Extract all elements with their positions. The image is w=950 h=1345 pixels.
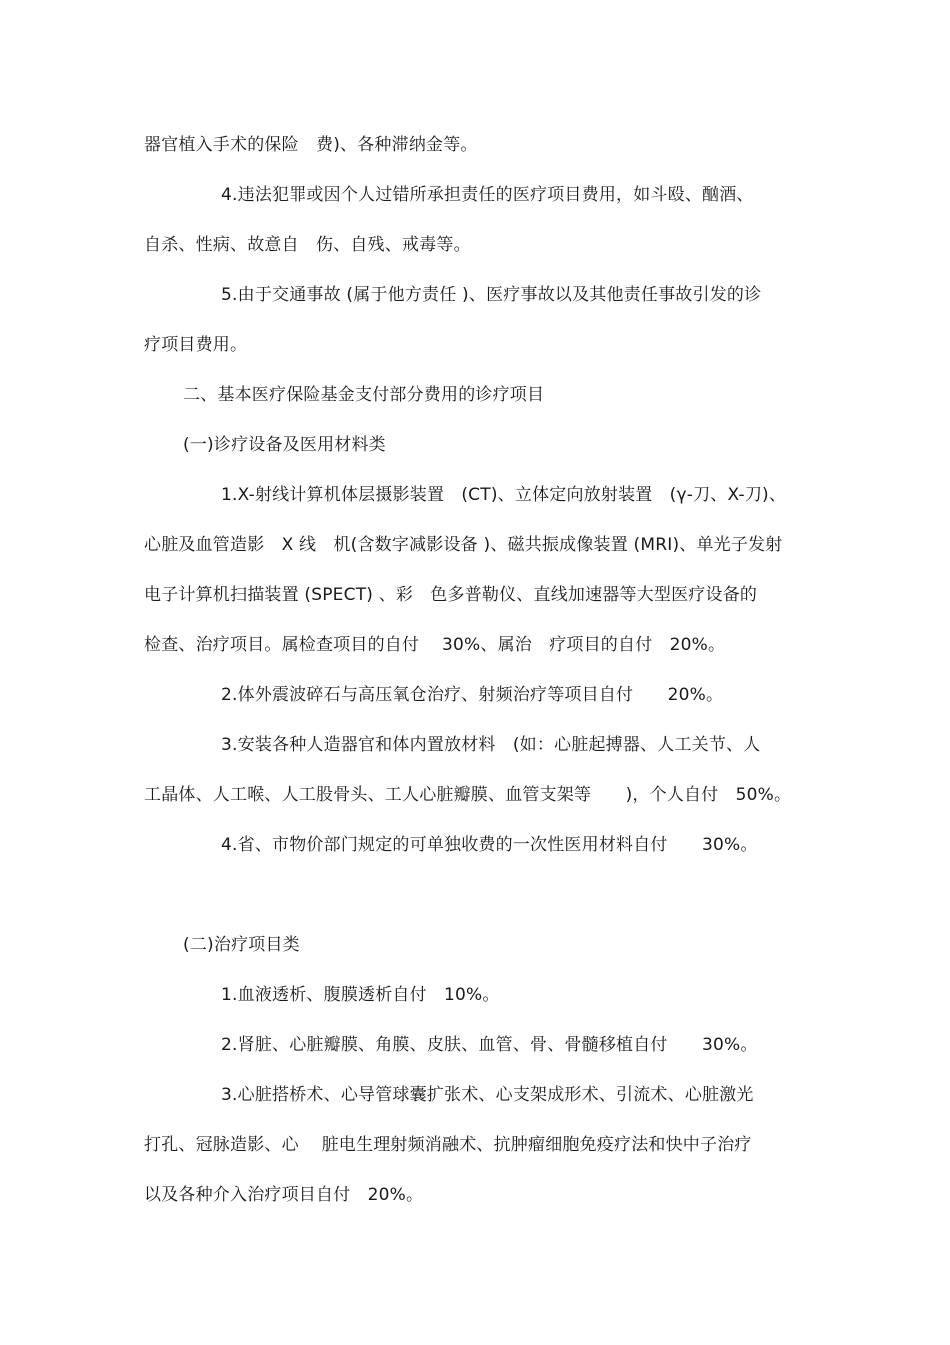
text-line: 器官植入手术的保险 费)、各种滞纳金等。 — [144, 135, 478, 155]
subsection-heading: (一)诊疗设备及医用材料类 — [183, 435, 386, 455]
text-line: 电子计算机扫描装置 (SPECT) 、彩 色多普勒仪、直线加速器等大型医疗设备的 — [144, 585, 758, 605]
text-line: 1.血液透析、腹膜透析自付 10%。 — [221, 985, 500, 1005]
text-line: 4.省、市物价部门规定的可单独收费的一次性医用材料自付 30%。 — [221, 835, 758, 855]
text-line: 打孔、冠脉造影、心 脏电生理射频消融术、抗肿瘤细胞免疫疗法和快中子治疗 — [144, 1135, 752, 1155]
text-line: 检查、治疗项目。属检查项目的自付 30%、属治 疗项目的自付 20%。 — [144, 635, 726, 655]
text-line: 2.肾脏、心脏瓣膜、角膜、皮肤、血管、骨、骨髓移植自付 30%。 — [221, 1035, 758, 1055]
text-line: 以及各种介入治疗项目自付 20%。 — [144, 1185, 424, 1205]
text-line: 2.体外震波碎石与高压氧仓治疗、射频治疗等项目自付 20%。 — [221, 685, 724, 705]
text-line: 5.由于交通事故 (属于他方责任 )、医疗事故以及其他责任事故引发的诊 — [221, 285, 762, 305]
text-line: 3.安装各种人造器官和体内置放材料 (如：心脏起搏器、人工关节、人 — [221, 735, 761, 755]
subsection-heading: (二)治疗项目类 — [183, 935, 300, 955]
section-heading: 二、基本医疗保险基金支付部分费用的诊疗项目 — [183, 385, 545, 405]
text-line: 4.违法犯罪或因个人过错所承担责任的医疗项目费用，如斗殴、酗酒、 — [221, 185, 754, 205]
text-line: 心脏及血管造影 X 线 机(含数字减影设备 )、磁共振成像装置 (MRI)、单光子发射 — [144, 535, 783, 555]
text-line: 自杀、性病、故意自 伤、自残、戒毒等。 — [144, 235, 471, 255]
text-line: 3.心脏搭桥术、心导管球囊扩张术、心支架成形术、引流术、心脏激光 — [221, 1085, 754, 1105]
text-line: 疗项目费用。 — [144, 335, 248, 355]
text-line: 工晶体、人工喉、人工股骨头、工人心脏瓣膜、血管支架等 )，个人自付 50%。 — [144, 785, 792, 805]
text-line: 1.X-射线计算机体层摄影装置 (CT)、立体定向放射装置 (γ-刀、X-刀)、 — [221, 485, 787, 505]
